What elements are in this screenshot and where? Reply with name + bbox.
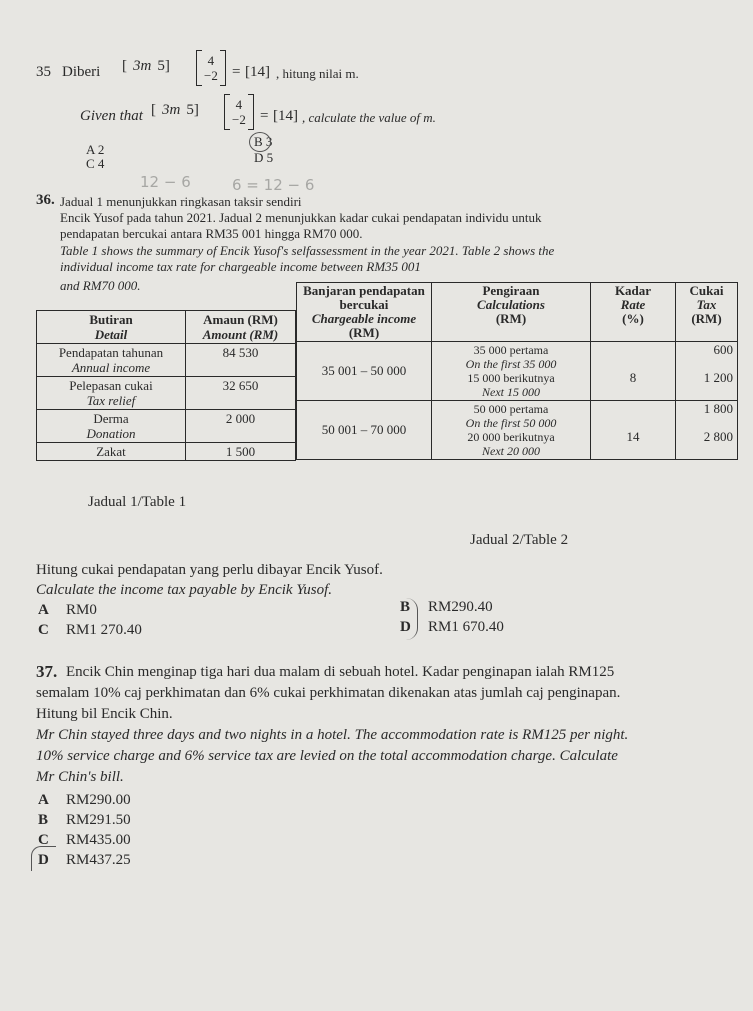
selected-answer-mark bbox=[249, 132, 271, 152]
option-d[interactable]: D RM1 670.40 bbox=[400, 619, 504, 635]
row-vector-en: [ 3m 5 ] bbox=[151, 102, 199, 118]
option-b[interactable]: B RM291.50 bbox=[38, 812, 131, 828]
question-english: Calculate the income tax payable by Encik Yusof. bbox=[36, 582, 333, 598]
option-c[interactable]: C RM1 270.40 bbox=[38, 622, 142, 638]
pencil-note: 12 − 6 bbox=[140, 173, 191, 191]
option-a[interactable]: A 2 bbox=[86, 142, 105, 157]
option-a[interactable]: A RM290.00 bbox=[38, 792, 131, 808]
option-d[interactable]: D 5 bbox=[254, 150, 274, 165]
option-c[interactable]: C 4 bbox=[86, 156, 105, 171]
result-vector: [14] bbox=[245, 64, 270, 80]
table-row: 50 001 – 70 000 50 000 pertama On the first 50 000 20 000 berikutnya Next 20 000 14 1 800 2 800 bbox=[297, 401, 738, 460]
malay-prefix: Diberi bbox=[62, 64, 101, 80]
english-prefix: Given that bbox=[80, 108, 143, 124]
row-vector: [ 3m 5 ] bbox=[122, 58, 170, 74]
table-row: Pelepasan cukai Tax relief 32 650 bbox=[37, 377, 296, 410]
table-row: Pendapatan tahunan Annual income 84 530 bbox=[37, 344, 296, 377]
option-a[interactable]: A RM0 bbox=[38, 602, 97, 618]
column-vector: 4 −2 bbox=[196, 50, 226, 86]
question-number: 35 bbox=[36, 64, 51, 80]
question-number: 37. bbox=[36, 662, 58, 681]
pencil-note: 6 = 12 − 6 bbox=[232, 176, 315, 194]
table-header-row: Banjaran pendapatan bercukai Chargeable income (RM) Pengiraan Calculations (RM) Kadar Rate (%) Cukai Tax (RM) bbox=[297, 283, 738, 342]
table-1 bbox=[36, 310, 296, 461]
table-row: Zakat 1 500 bbox=[37, 443, 296, 461]
option-b[interactable]: B RM290.40 bbox=[400, 599, 493, 615]
option-d[interactable]: D RM437.25 bbox=[38, 852, 131, 868]
answer-pencil-mark bbox=[31, 846, 56, 871]
table-row: 35 001 – 50 000 35 000 pertama On the first 35 000 15 000 berikutnya Next 15 000 8 600 1 200 bbox=[297, 342, 738, 401]
column-vector-en: 4 −2 bbox=[224, 94, 254, 130]
question-number: 36. bbox=[36, 192, 55, 208]
table-2-caption: Jadual 2/Table 2 bbox=[470, 532, 569, 548]
table-header-row: Butiran Detail Amaun (RM) Amount (RM) bbox=[37, 311, 296, 344]
table-1-caption: Jadual 1/Table 1 bbox=[88, 494, 187, 510]
english-suffix: , calculate the value of m. bbox=[302, 110, 436, 125]
option-b[interactable]: B 3 bbox=[254, 134, 273, 149]
answer-pencil-mark bbox=[395, 598, 418, 640]
malay-suffix: , hitung nilai m. bbox=[276, 66, 359, 81]
question-malay: Hitung cukai pendapatan yang perlu dibayar Encik Yusof. bbox=[36, 562, 383, 578]
table-row: Derma Donation 2 000 bbox=[37, 410, 296, 443]
table-2 bbox=[296, 282, 738, 460]
result-vector-en: [14] bbox=[273, 108, 298, 124]
option-c[interactable]: C RM435.00 bbox=[38, 832, 131, 848]
